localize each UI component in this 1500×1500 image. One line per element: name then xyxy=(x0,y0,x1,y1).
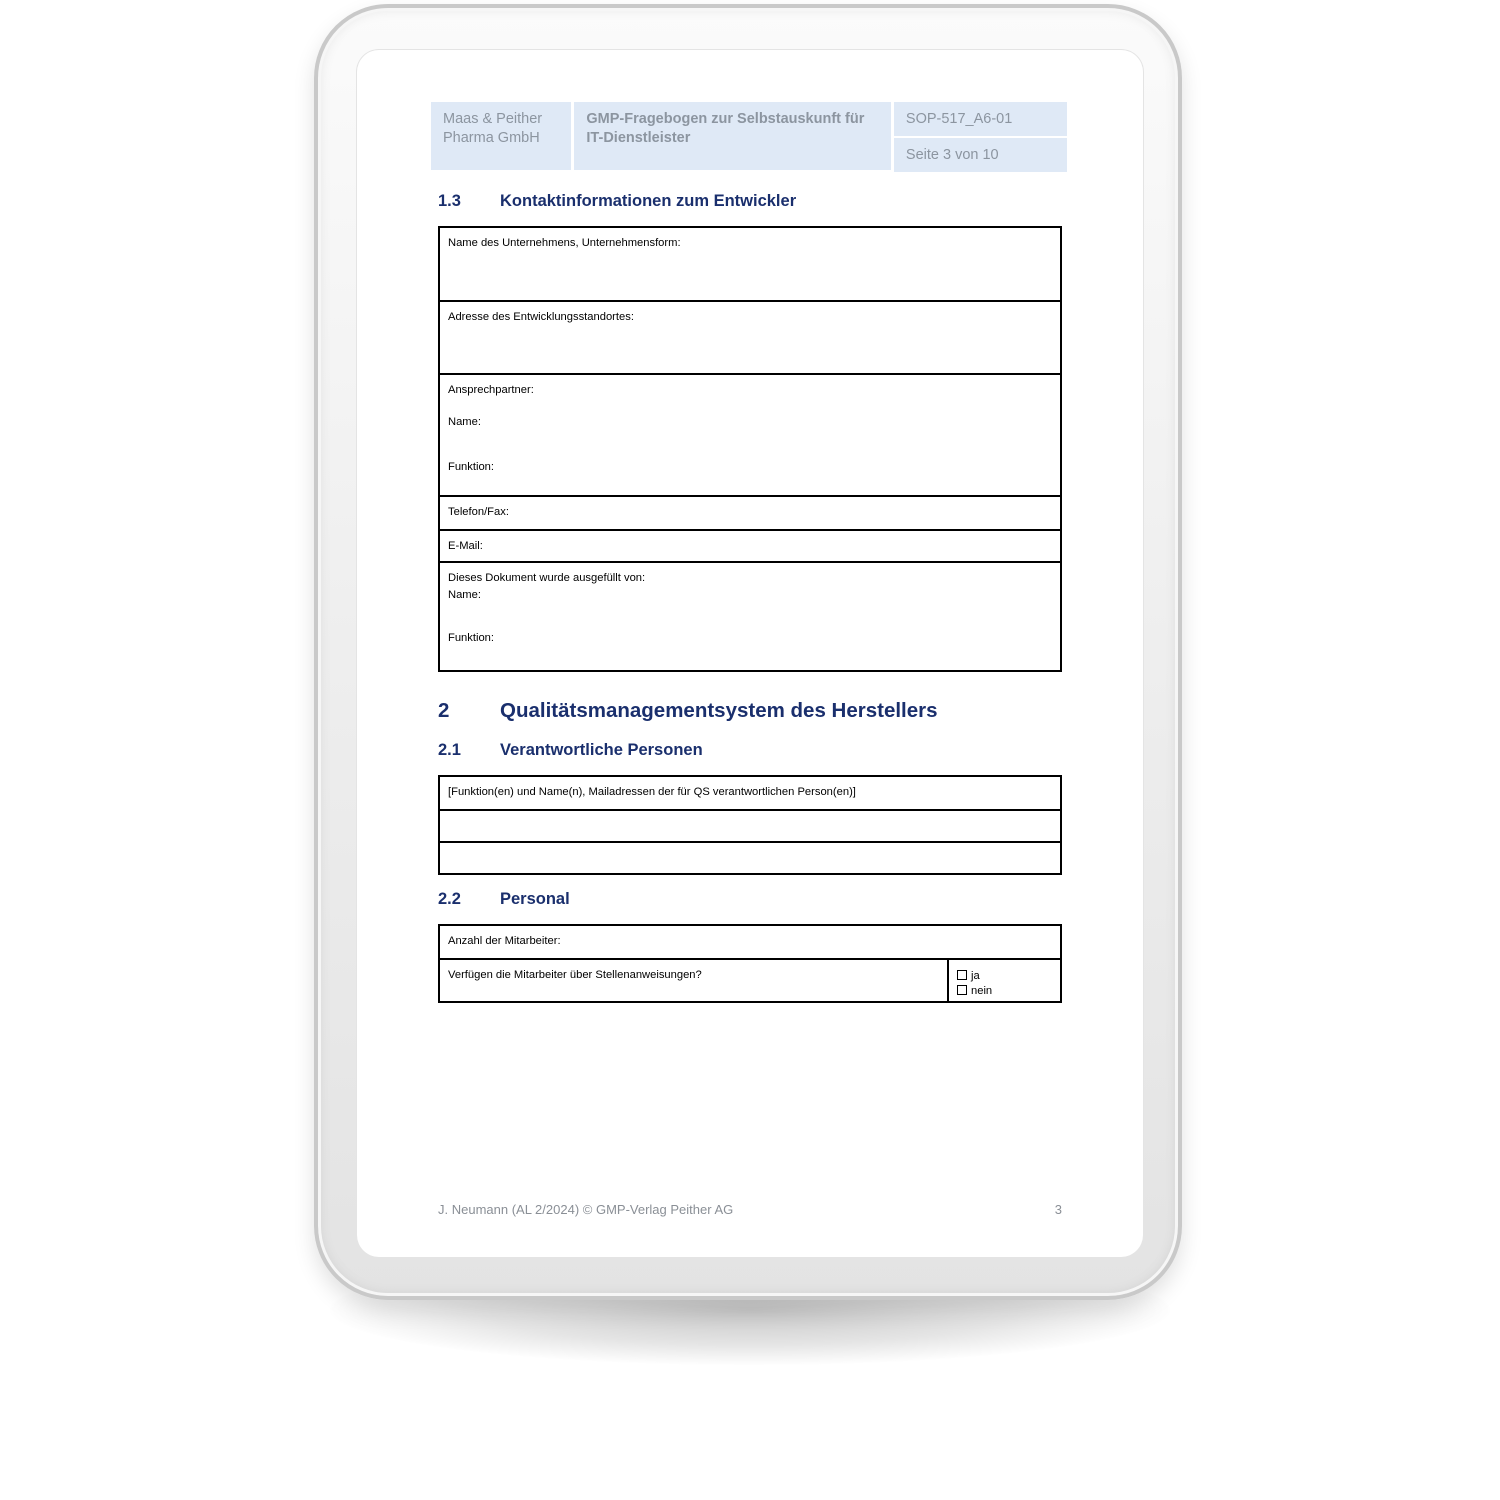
document-header xyxy=(431,102,1067,170)
field-label: Funktion: xyxy=(448,632,495,644)
header-title: GMP-Fragebogen zur Selbstauskunft für IT-Dienstleister xyxy=(574,102,891,170)
option-yes[interactable] xyxy=(957,969,1052,984)
footer-page-number: 3 xyxy=(1054,1202,1062,1217)
responsible-persons-table xyxy=(438,775,1062,875)
checkbox-icon[interactable] xyxy=(957,970,967,980)
tablet-screen xyxy=(357,50,1143,1257)
table-row xyxy=(439,496,1061,530)
contact-person-field[interactable] xyxy=(439,374,1061,496)
table-row xyxy=(439,810,1061,842)
field-label: Adresse des Entwicklungsstandortes: xyxy=(448,311,634,323)
section-title: Verantwortliche Personen xyxy=(500,740,703,759)
section-number: 2 xyxy=(438,699,450,722)
table-row xyxy=(439,925,1061,959)
section-title: Kontaktinformationen zum Entwickler xyxy=(500,191,797,210)
option-yes-label: ja xyxy=(971,970,980,982)
field-label: Ansprechpartner: xyxy=(448,384,534,396)
field-label: [Funktion(en) und Name(n), Mailadressen der für QS verantwortlichen Person(en)] xyxy=(448,786,856,798)
filled-by-field[interactable] xyxy=(439,562,1061,671)
checkbox-icon[interactable] xyxy=(957,985,967,995)
header-doc-id: SOP-517_A6-01 xyxy=(894,102,1067,136)
table-row xyxy=(439,959,1061,1002)
job-descriptions-question xyxy=(439,959,948,1002)
employee-count-field[interactable] xyxy=(439,925,1061,959)
responsible-person-entry[interactable] xyxy=(439,810,1061,842)
address-field[interactable] xyxy=(439,301,1061,374)
table-row xyxy=(439,562,1061,671)
section-number: 1.3 xyxy=(438,191,461,210)
field-label: Anzahl der Mitarbeiter: xyxy=(448,935,561,947)
contact-form-table xyxy=(438,226,1062,672)
section-2-2-heading xyxy=(438,889,1067,909)
field-label: Telefon/Fax: xyxy=(448,506,509,518)
job-descriptions-options xyxy=(948,959,1061,1002)
table-row xyxy=(439,776,1061,810)
option-no-label: nein xyxy=(971,985,993,997)
section-2-1-heading xyxy=(438,740,1067,760)
table-row xyxy=(439,374,1061,496)
responsible-persons-hint xyxy=(439,776,1061,810)
header-page-info: Seite 3 von 10 xyxy=(894,138,1067,172)
section-2-heading xyxy=(438,698,1067,724)
field-label: Name: xyxy=(448,589,481,601)
phone-fax-field[interactable] xyxy=(439,496,1061,530)
field-label: Dieses Dokument wurde ausgefüllt von: xyxy=(448,572,646,584)
field-label: Verfügen die Mitarbeiter über Stellenanweisungen? xyxy=(448,969,702,981)
table-row xyxy=(439,530,1061,562)
section-number: 2.2 xyxy=(438,889,461,908)
header-meta xyxy=(894,102,1067,170)
section-1-3-heading xyxy=(438,191,1067,211)
field-label: Funktion: xyxy=(448,461,495,473)
section-title: Qualitätsmanagementsystem des Herstellers xyxy=(500,699,938,722)
personnel-table xyxy=(438,924,1062,1003)
table-row xyxy=(439,301,1061,374)
document-footer xyxy=(438,1202,1062,1217)
field-label: Name des Unternehmens, Unternehmensform: xyxy=(448,237,681,249)
table-row xyxy=(439,842,1061,874)
section-title: Personal xyxy=(500,889,570,908)
footer-copyright: J. Neumann (AL 2/2024) © GMP-Verlag Peither AG xyxy=(438,1202,734,1217)
section-number: 2.1 xyxy=(438,740,461,759)
option-no[interactable] xyxy=(957,984,1052,999)
field-label: E-Mail: xyxy=(448,540,483,552)
table-row xyxy=(439,227,1061,301)
company-name-field[interactable] xyxy=(439,227,1061,301)
field-label: Name: xyxy=(448,416,481,428)
document-page xyxy=(431,102,1067,1003)
responsible-person-entry[interactable] xyxy=(439,842,1061,874)
header-company: Maas & Peither Pharma GmbH xyxy=(431,102,571,170)
email-field[interactable] xyxy=(439,530,1061,562)
